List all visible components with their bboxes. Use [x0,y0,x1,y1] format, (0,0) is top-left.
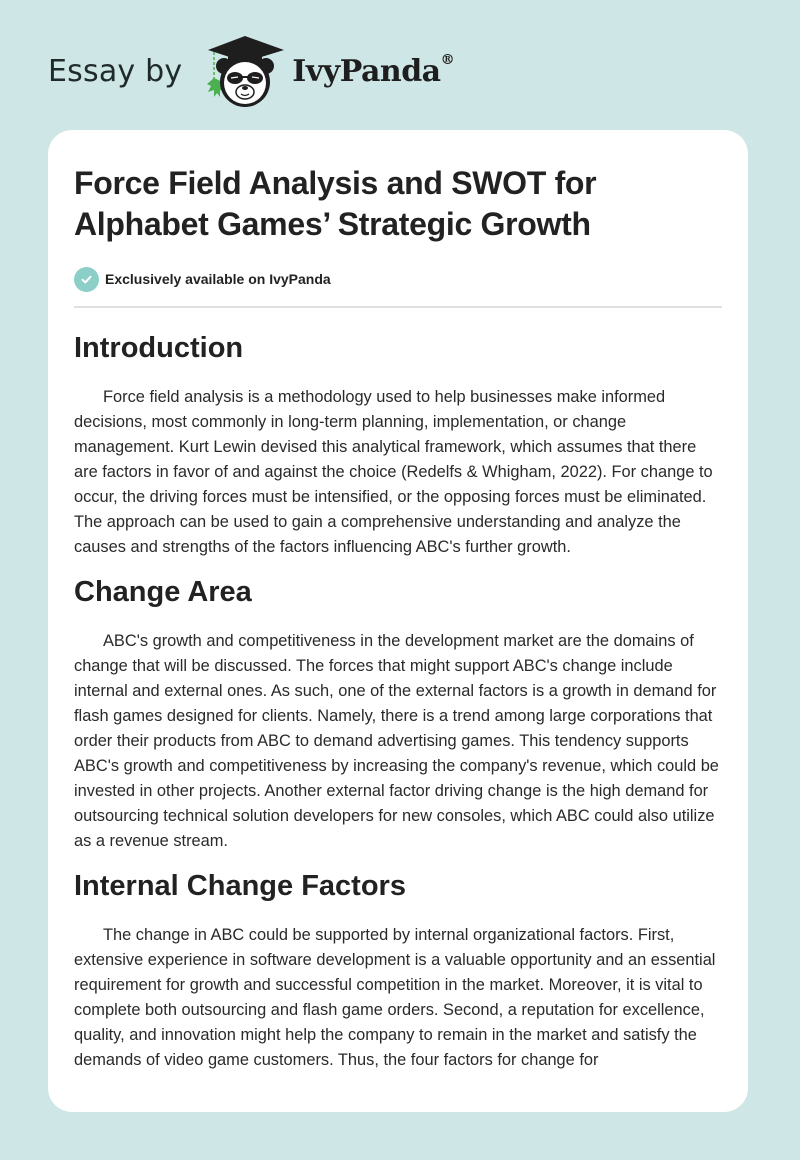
page-title: Force Field Analysis and SWOT for Alphabet Games’ Strategic Growth [74,165,597,242]
section-introduction [74,330,722,560]
section-paragraph: The change in ABC could be supported by internal organizational factors. First, extensive experience in software development is a valuable opportunity and an essential requirement for growth and successful competition in the market. Moreover, it is vital to complete both outsourcing and flash game orders. Second, a reputation for excellence, quality, and innovation might help the company to remain in the market and satisfy the demands of video game customers. Thus, the four factors for change for [74,926,716,1069]
site-header-logo[interactable] [48,34,454,108]
essay-by-label: Essay by [48,53,183,89]
exclusive-label: Exclusively available on IvyPanda [105,271,331,287]
check-circle-icon [74,267,99,292]
panda-graduate-logo-icon [200,32,286,110]
section-paragraph: Force field analysis is a methodology used to help businesses make informed decisions, most commonly in long-term planning, implementation, or change management. Kurt Lewin devised this analytical framework, which assumes that there are factors in favor of and against the choice (Redelfs & Whigham, 2022). For change to occur, the driving forces must be intensified, or the opposing forces must be eliminated. The approach can be used to gain a comprehensive understanding and analyze the causes and strengths of the factors influencing ABC's further growth. [74,388,713,556]
section-heading: Introduction [74,332,244,364]
section-paragraph: ABC's growth and competitiveness in the development market are the domains of change that will be discussed. The forces that might support ABC's change include internal and external ones. As such, one of the external factors is a growth in demand for flash games designed for clients. Namely, there is a trend among large corporations that order their products from ABC to demand advertising games. This tendency supports ABC's growth and competitiveness by increasing the company's revenue, which could be invested in other projects. Another external factor driving change is the high demand for outsourcing technical solution developers for new consoles, which ABC could also utilize as a revenue stream. [74,632,719,850]
section-heading: Internal Change Factors [74,870,406,902]
brand-name: IvyPanda® [292,51,455,89]
divider [74,306,722,308]
section-internal-change-factors [74,868,722,1073]
section-change-area [74,574,722,854]
section-heading: Change Area [74,576,252,608]
essay-card [48,130,748,1112]
exclusive-badge [74,265,722,293]
